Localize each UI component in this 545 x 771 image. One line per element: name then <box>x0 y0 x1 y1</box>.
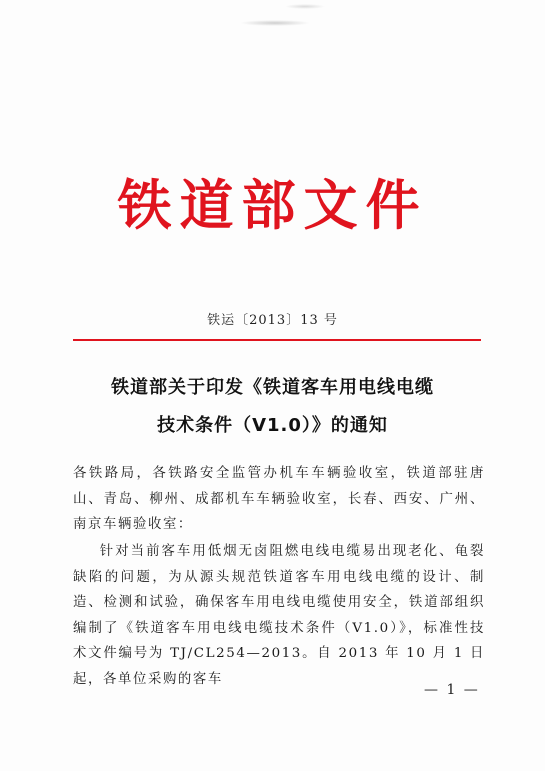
notice-title-line-1: 铁道部关于印发《铁道客车用电线电缆 <box>111 377 434 398</box>
page-number: — 1 — <box>424 682 480 698</box>
addressee-text: 各铁路局，各铁路安全监管办机车车辆验收室，铁道部驻唐山、青岛、柳州、成都机车车辆验收室，长春、西安、广州、南京车辆验收室： <box>73 466 485 532</box>
document-number: 铁运〔2013〕13 号 <box>207 313 338 328</box>
body-paragraph <box>73 539 485 692</box>
scan-artifact <box>240 20 310 26</box>
scan-artifact <box>285 4 325 9</box>
addressee-paragraph <box>73 461 485 538</box>
body-paragraph-text: 针对当前客车用低烟无卤阻燃电线电缆易出现老化、龟裂缺陷的问题，为从源头规范铁道客车用电线电缆的设计、制造、检测和试验，确保客车用电线电缆使用安全，铁道部组织编制了《铁道客车用电线电缆技术条件（V1.0）》，标准性技术文件编号为 TJ/CL254—2013。自 2013 年 10 月 1 日起，各单位采购的客车 <box>73 544 485 687</box>
masthead-title: 铁道部文件 <box>117 173 428 237</box>
red-divider-line <box>73 339 481 341</box>
notice-title-line-2: 技术条件（V1.0）》的通知 <box>157 415 388 436</box>
